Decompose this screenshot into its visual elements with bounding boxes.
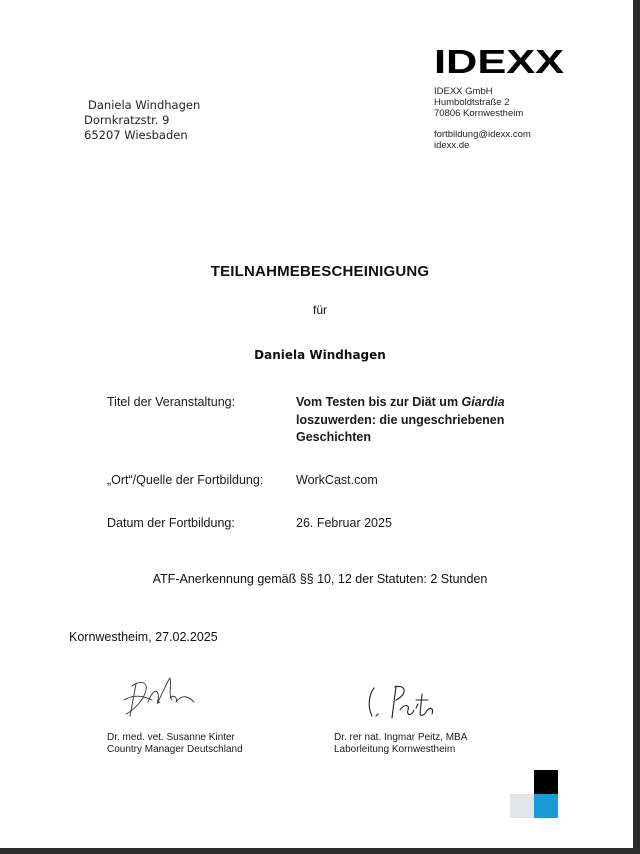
- sender-address: [434, 86, 531, 151]
- event-title-italic: Giardia: [461, 395, 505, 409]
- signature-peitz: [364, 680, 436, 727]
- event-title-part1: Vom Testen bis zur Diät um: [296, 395, 462, 409]
- corner-square-black: [534, 770, 558, 794]
- for-label: für: [312, 303, 327, 317]
- recipient-address: [84, 98, 200, 143]
- sender-email: fortbildung@idexx.com: [434, 129, 531, 140]
- sender-street: Humboldtstraße 2: [434, 97, 510, 108]
- atf-recognition: ATF-Anerkennung gemäß §§ 10, 12 der Statuten: 2 Stunden: [152, 572, 488, 586]
- signatory-peitz: [334, 732, 467, 756]
- signatory-peitz-name: Dr. rer nat. Ingmar Peitz, MBA: [334, 732, 468, 743]
- recipient-street: Dornkratzstr. 9: [84, 113, 170, 127]
- date-value: 26. Februar 2025: [296, 516, 392, 530]
- sender-city: 70806 Kornwestheim: [434, 108, 524, 119]
- signature-kinter: [118, 672, 198, 725]
- recipient-city: 65207 Wiesbaden: [84, 128, 188, 142]
- signatory-kinter: [107, 732, 243, 756]
- location-value: WorkCast.com: [296, 473, 378, 487]
- participant-name: Daniela Windhagen: [254, 348, 386, 362]
- signatory-kinter-name: Dr. med. vet. Susanne Kinter: [107, 732, 235, 743]
- corner-square-blue: [534, 794, 558, 818]
- idexx-logo: [434, 47, 564, 75]
- signatory-peitz-role: Laborleitung Kornwestheim: [334, 744, 456, 755]
- corner-square-gray: [510, 794, 534, 818]
- sender-company: IDEXX GmbH: [434, 86, 493, 97]
- event-title-value: [296, 394, 536, 447]
- event-title-part3: Geschichten: [296, 430, 372, 444]
- place-date: Kornwestheim, 27.02.2025: [69, 630, 218, 644]
- svg-text:IDEXX: IDEXX: [434, 47, 564, 75]
- location-label: „Ort“/Quelle der Fortbildung:: [107, 473, 264, 487]
- event-title-label: Titel der Veranstaltung:: [107, 395, 236, 409]
- date-label: Datum der Fortbildung:: [107, 516, 235, 530]
- signatory-kinter-role: Country Manager Deutschland: [107, 744, 243, 755]
- event-title-part2: loszuwerden: die ungeschriebenen: [296, 412, 505, 427]
- sender-web: idexx.de: [434, 140, 470, 151]
- recipient-name: Daniela Windhagen: [88, 98, 201, 112]
- certificate-title: TEILNAHMEBESCHEINIGUNG: [210, 263, 430, 280]
